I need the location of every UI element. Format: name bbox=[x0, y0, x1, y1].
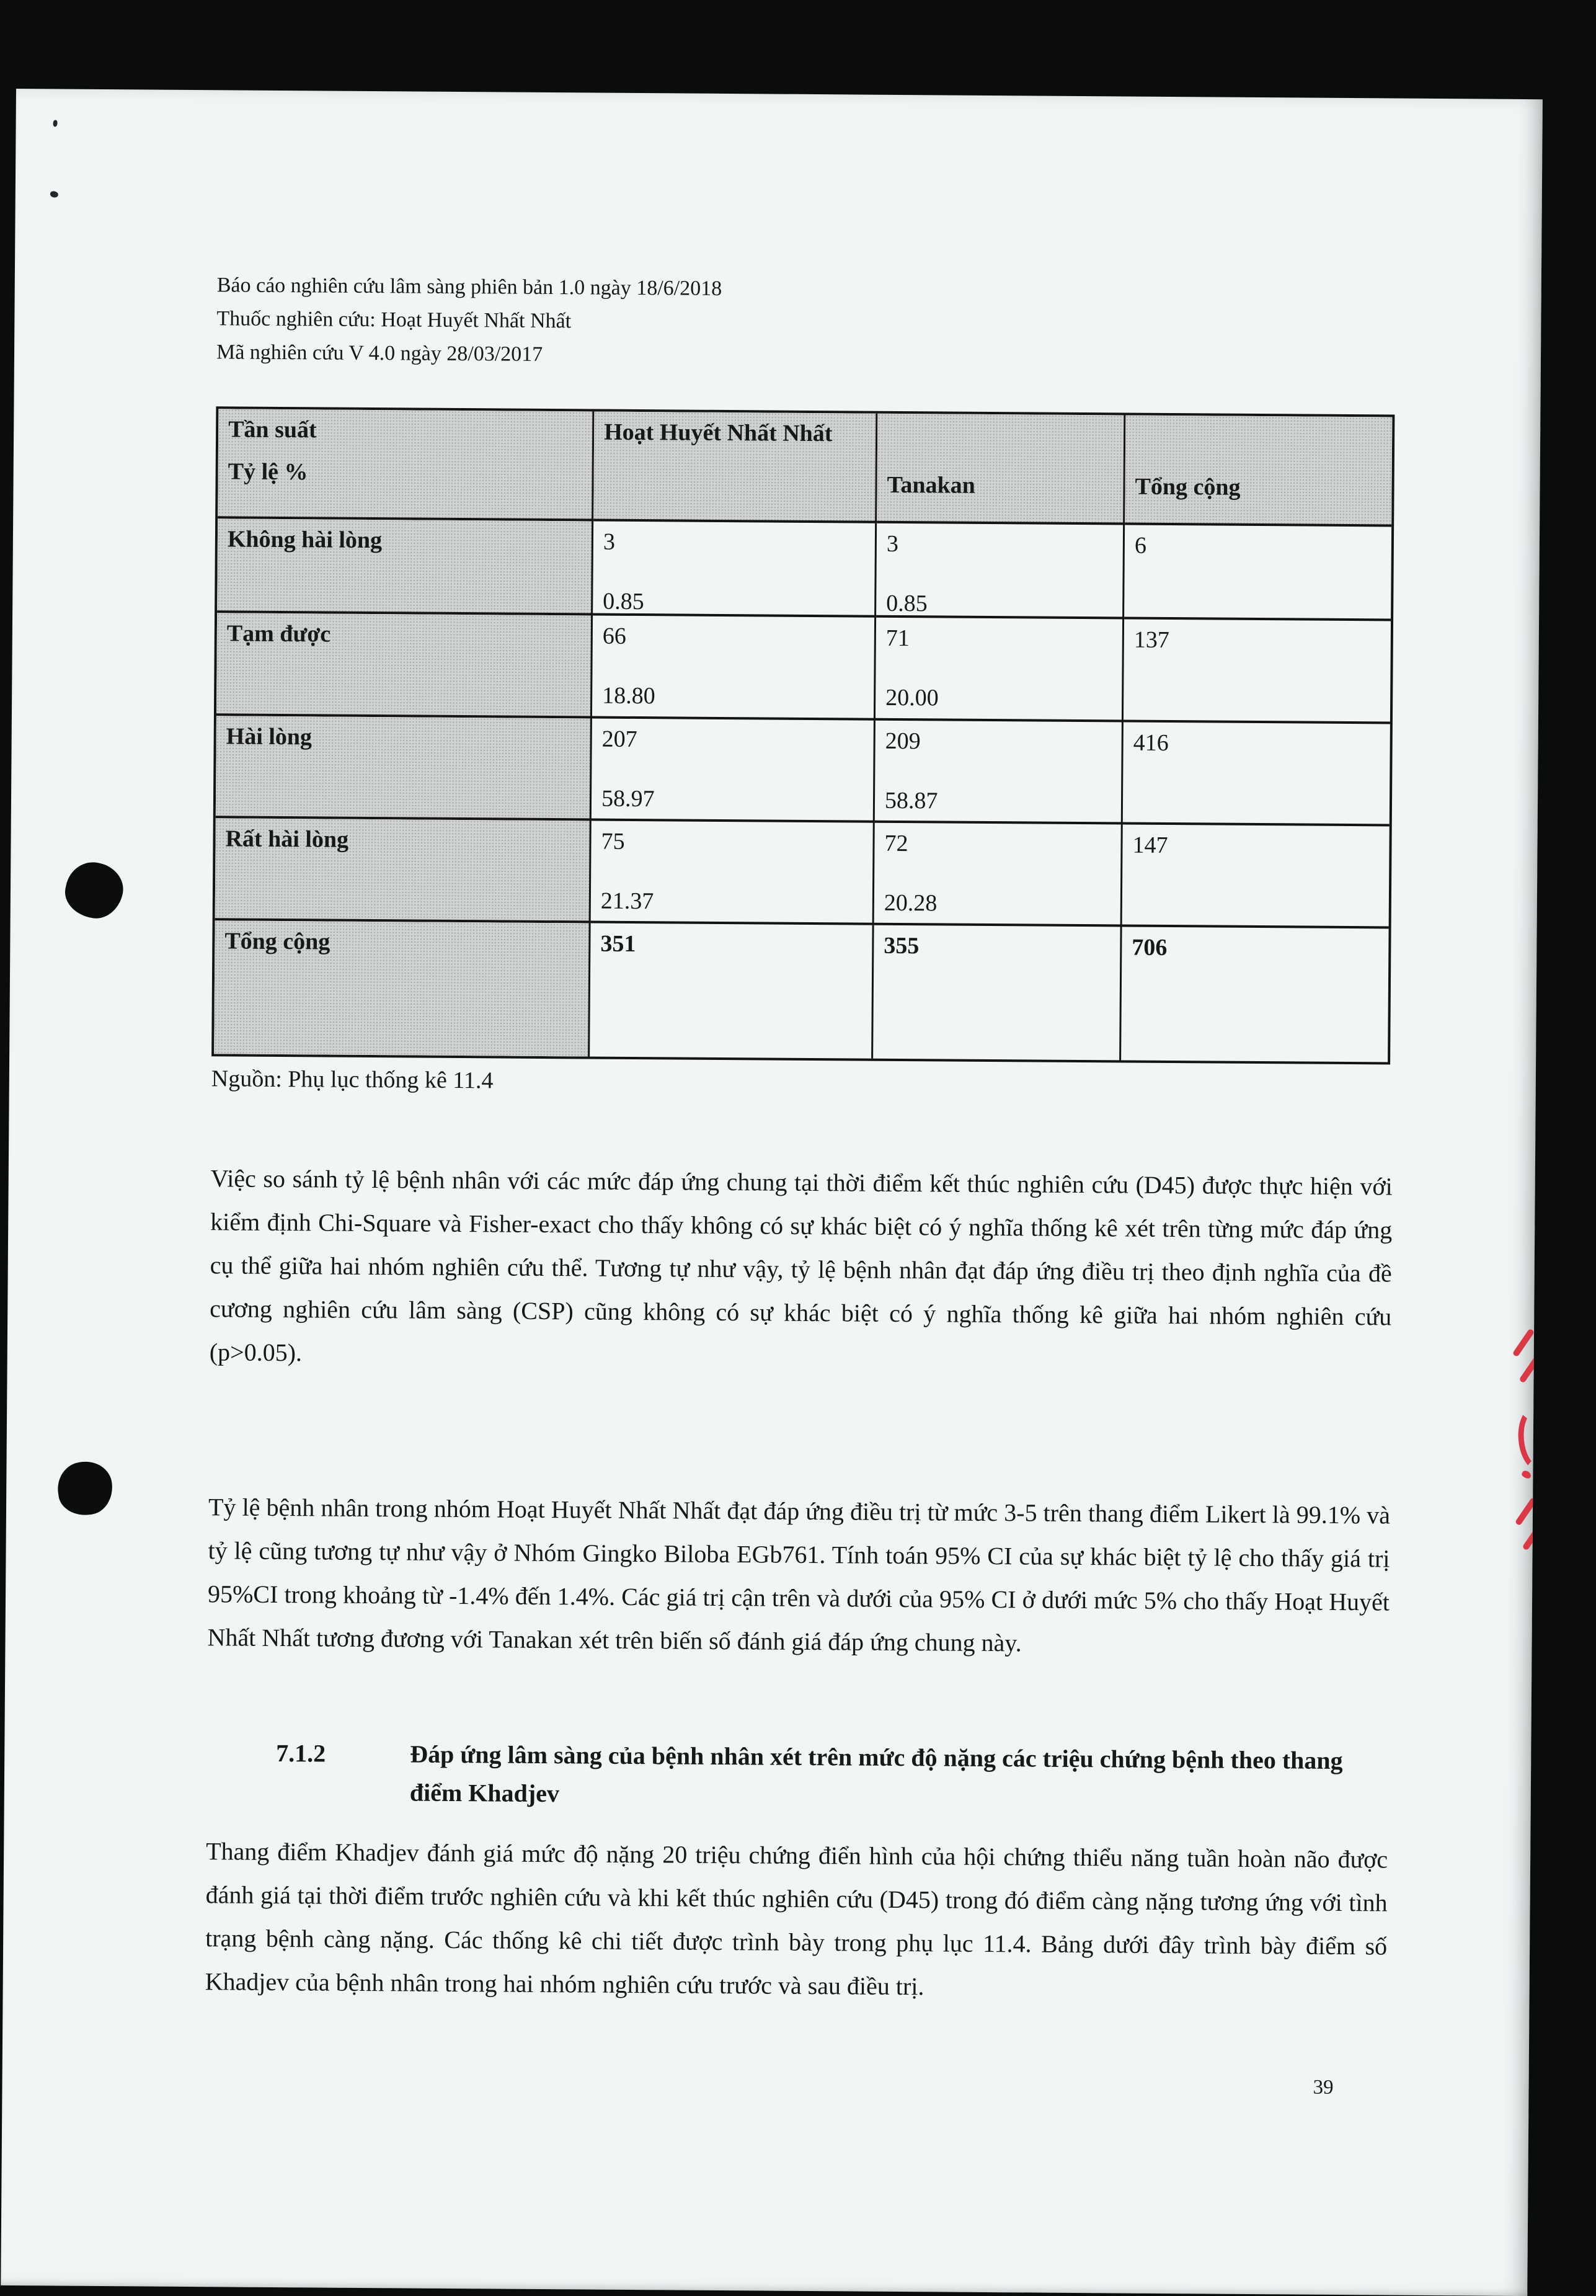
document-header-line: Mã nghiên cứu V 4.0 ngày 28/03/2017 bbox=[216, 340, 543, 366]
table-cell-count: 416 bbox=[1133, 729, 1169, 757]
ink-speck bbox=[49, 190, 59, 198]
table-cell-count: 3 bbox=[603, 528, 616, 555]
table-row-label: Tạm được bbox=[216, 613, 593, 718]
table-row-label: Không hài lòng bbox=[217, 518, 593, 615]
table-cell-count: 351 bbox=[600, 930, 636, 958]
table-header-line: Tần suất bbox=[228, 416, 317, 443]
red-pen-dot bbox=[1521, 1469, 1532, 1480]
table-cell-count: 137 bbox=[1133, 626, 1169, 654]
document-header-line: Báo cáo nghiên cứu lâm sàng phiên bản 1.0 ngày 18/6/2018 bbox=[216, 274, 722, 300]
table-header-frequency bbox=[218, 409, 594, 521]
table-cell-count: 6 bbox=[1134, 532, 1147, 559]
table-header-hhnn: Hoạt Huyết Nhất Nhất bbox=[593, 412, 877, 523]
section-heading bbox=[276, 1734, 1393, 1819]
table-cell-percent: 21.37 bbox=[600, 888, 654, 915]
table-header-line: Tỷ lệ % bbox=[228, 458, 308, 486]
paragraph-confidence-interval: Tỷ lệ bệnh nhân trong nhóm Hoạt Huyết Nhất Nhất đạt đáp ứng điều trị từ mức 3-5 trên thang điểm Likert là 99.1% và tỷ lệ cũng tương tự như vậy ở Nhóm Gingko Biloba EGb761. Tính toán 95% CI của sự khác biệt tỷ lệ cho thấy giá trị 95%CI trong khoảng từ -1.4% đến 1.4%. Các giá trị cận trên và dưới của 95% CI ở dưới mức 5% cho thấy Hoạt Huyết Nhất Nhất tương đương với Tanakan xét trên biến số đánh giá đáp ứng chung này. bbox=[207, 1493, 1391, 1657]
table-cell-count: 207 bbox=[601, 726, 637, 753]
table-cell bbox=[593, 522, 877, 618]
table-cell-count: 147 bbox=[1132, 832, 1168, 858]
section-heading-number: 7.1.2 bbox=[276, 1738, 326, 1768]
table-cell-percent: 0.85 bbox=[603, 588, 644, 615]
table-cell bbox=[591, 821, 875, 925]
table-cell-percent: 58.87 bbox=[884, 787, 938, 814]
red-pen-slash bbox=[1522, 1522, 1543, 1551]
table-cell-count: 355 bbox=[884, 932, 920, 959]
table-cell-percent: 58.97 bbox=[601, 785, 655, 812]
table-cell bbox=[1122, 824, 1390, 928]
table-header-total: Tổng cộng bbox=[1125, 416, 1392, 527]
table-cell-count: 75 bbox=[601, 828, 625, 855]
table-cell bbox=[1124, 619, 1391, 724]
document-header bbox=[216, 269, 722, 373]
table-row-label: Tổng cộng bbox=[214, 920, 590, 1056]
table-cell-count: 3 bbox=[886, 530, 899, 557]
table-caption: Nguồn: Phụ lục thống kê 11.4 bbox=[211, 1066, 494, 1094]
paragraph-khadjev: Thang điểm Khadjev đánh giá mức độ nặng 20 triệu chứng điển hình của hội chứng thiểu năng tuần hoàn não được đánh giá tại thời điểm trước nghiên cứu và khi kết thúc nghiên cứu (D45) trong đó điểm càng nặng tương ứng với tình trạng bệnh càng nặng. Các thống kê chi tiết được trình bày trong phụ lục 11.4. Bảng dưới đây trình bày điểm số Khadjev của bệnh nhân trong hai nhóm nghiên cứu trước và sau điều trị. bbox=[205, 1837, 1388, 2001]
table-row-label: Rất hài lòng bbox=[215, 818, 592, 923]
table-row-label: Hài lòng bbox=[216, 716, 592, 821]
table-cell bbox=[1124, 525, 1391, 621]
table-cell bbox=[876, 618, 1124, 723]
table-cell-percent: 20.00 bbox=[885, 684, 939, 711]
table-cell bbox=[590, 923, 874, 1059]
table-cell bbox=[1121, 927, 1388, 1062]
document-header-line: Thuốc nghiên cứu: Hoạt Huyết Nhất Nhất bbox=[216, 307, 572, 333]
table-cell-count: 71 bbox=[885, 625, 910, 652]
red-pen-slash bbox=[1518, 1355, 1541, 1384]
table-cell-count: 209 bbox=[885, 728, 921, 755]
red-pen-slash bbox=[1512, 1328, 1535, 1358]
red-pen-slash bbox=[1515, 1497, 1537, 1526]
paragraph-comparison: Việc so sánh tỷ lệ bệnh nhân với các mức đáp ứng chung tại thời điểm kết thúc nghiên cứu (D45) được thực hiện với kiểm định Chi-Square và Fisher-exact cho thấy không có sự khác biệt có ý nghĩa thống kê xét trên từng mức đáp ứng cụ thể giữa hai nhóm nghiên cứu thể. Tương tự như vậy, tỷ lệ bệnh nhân đạt đáp ứng điều trị theo định nghĩa của đề cương nghiên cứu lâm sàng (CSP) cũng không có sự khác biệt có ý nghĩa thống kê giữa hai nhóm nghiên cứu (p>0.05). bbox=[209, 1164, 1393, 1367]
table-cell bbox=[874, 823, 1123, 927]
table-cell-percent: 0.85 bbox=[886, 590, 928, 617]
page-number: 39 bbox=[1313, 2076, 1334, 2099]
table-cell bbox=[873, 925, 1122, 1061]
ink-speck bbox=[53, 120, 58, 127]
table-header-tanakan: Tanakan bbox=[877, 414, 1125, 525]
table-cell bbox=[1123, 722, 1390, 826]
table-cell-count: 66 bbox=[602, 623, 627, 649]
table-cell-count: 706 bbox=[1132, 934, 1168, 961]
scanned-page bbox=[1, 89, 1543, 2296]
table-cell bbox=[592, 719, 876, 823]
table-cell-percent: 20.28 bbox=[884, 889, 938, 917]
table-cell-percent: 18.80 bbox=[602, 682, 655, 710]
punch-hole-mark bbox=[60, 857, 128, 923]
table-cell-count: 72 bbox=[884, 830, 908, 857]
table-cell bbox=[876, 523, 1125, 620]
red-pen-arc bbox=[1515, 1405, 1543, 1472]
punch-hole-mark bbox=[55, 1458, 116, 1518]
section-heading-title: Đáp ứng lâm sàng của bệnh nhân xét trên mức độ nặng các triệu chứng bệnh theo thang điểm Khadjev bbox=[409, 1740, 1343, 1808]
table-cell bbox=[875, 721, 1124, 825]
table-cell bbox=[592, 616, 876, 721]
satisfaction-frequency-table bbox=[211, 406, 1394, 1064]
